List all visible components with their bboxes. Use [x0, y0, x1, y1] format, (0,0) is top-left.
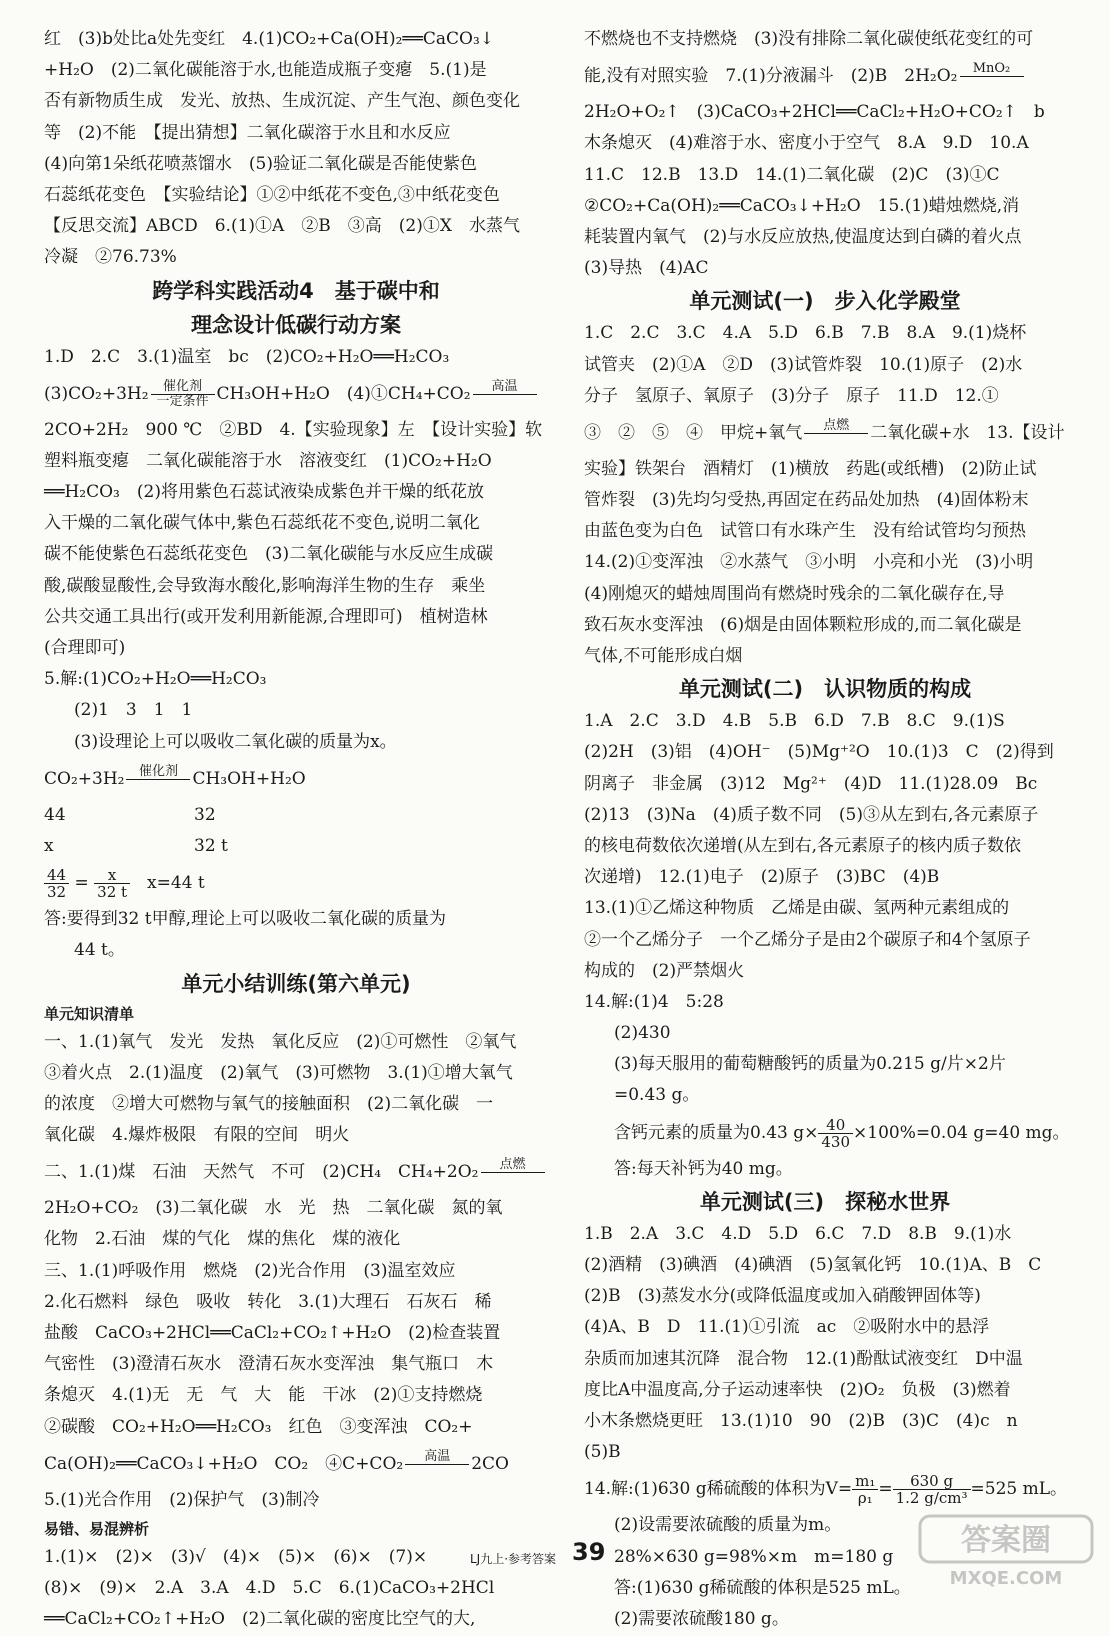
- ratio-value: x: [44, 835, 54, 856]
- text-line: 44 t。: [74, 940, 125, 961]
- section-heading: 单元测试(三) 探秘水世界: [699, 1189, 951, 1214]
- text-line: 石蕊纸花变色 【实验结论】①②中纸花不变色,③中纸花变色: [44, 184, 500, 205]
- text-line: 5.(1)光合作用 (2)保护气 (3)制冷: [44, 1489, 320, 1510]
- text-line: 14.解:(1)4 5:28: [584, 991, 724, 1012]
- text-line: 5.解:(1)CO₂+H₂O══H₂CO₃: [44, 669, 267, 690]
- condition-top: 点燃: [823, 417, 850, 433]
- text-line: [44, 800, 548, 831]
- text-line: 小木条燃烧更旺 13.(1)10 90 (2)B (3)C (4)c n: [584, 1410, 1018, 1431]
- text-line: 红 (3)b处比a处先变红 4.(1)CO₂+Ca(OH)₂══CaCO₃↓: [44, 29, 495, 49]
- text-line: 28%×630 g=98%×m m=180 g: [614, 1546, 894, 1567]
- text-line: 条熄灭 4.(1)无 无 气 大 能 干冰 (2)①支持燃烧: [44, 1385, 483, 1406]
- text-line: 13.(1)①乙烯这种物质 乙烯是由碳、氢两种元素组成的: [584, 898, 1010, 919]
- equation-text: 二、1.(1)煤 石油 天然气 不可 (2)CH₄ CH₄+2O₂: [44, 1162, 479, 1183]
- text-line: 木条熄灭 (4)难溶于水、密度小于空气 8.A 9.D 10.A: [584, 133, 1029, 154]
- text-line: =0.43 g。: [614, 1085, 700, 1106]
- condition-bottom: 一定条件: [156, 393, 209, 409]
- equation-line: [44, 1443, 548, 1485]
- text-line: ③着火点 2.(1)温度 (2)氧气 (3)可燃物 3.(1)①增大氧气: [44, 1062, 513, 1083]
- ratio-value: 44: [44, 804, 66, 825]
- text-line: (4)刚熄灭的蜡烛周围尚有燃烧时残余的二氧化碳存在,导: [584, 583, 1005, 604]
- text-line: 化物 2.石油 煤的气化 煤的焦化 煤的液化: [44, 1229, 401, 1250]
- condition-top: 点燃: [499, 1157, 526, 1173]
- text-line: 盐酸 CaCO₃+2HCl══CaCl₂+CO₂↑+H₂O (2)检查装置: [44, 1323, 501, 1343]
- text-line: 耗装置内氧气 (2)与水反应放热,使温度达到白磷的着火点: [584, 226, 1022, 247]
- text-line: (3)导热 (4)AC: [584, 258, 709, 279]
- text-line: +H₂O (2)二氧化碳能溶于水,也能造成瓶子变瘪 5.(1)是: [44, 60, 487, 81]
- text-line: (4)向第1朵纸花喷蒸馏水 (5)验证二氧化碳是否能使紫色: [44, 153, 477, 174]
- reaction-condition: [960, 62, 1024, 91]
- equation-text: =525 mL。: [970, 1479, 1068, 1500]
- text-line: (2)设需要浓硫酸的质量为m。: [614, 1515, 842, 1536]
- text-line: 三、1.(1)呼吸作用 燃烧 (2)光合作用 (3)温室效应: [44, 1260, 456, 1281]
- text-line: 1.C 2.C 3.C 4.A 5.D 6.B 7.B 8.A 9.(1)烧杯: [584, 323, 1027, 344]
- text-line: 一、1.(1)氧气 发光 发热 氧化反应 (2)①可燃性 ②氧气: [44, 1031, 517, 1052]
- text-line: (2)酒精 (3)碘酒 (4)碘酒 (5)氢氧化钙 10.(1)A、B C: [584, 1255, 1042, 1275]
- numerator: x: [94, 867, 130, 884]
- reaction-condition: [804, 419, 868, 448]
- reaction-condition: [405, 1450, 469, 1479]
- section-heading: 单元测试(二) 认识物质的构成: [678, 677, 972, 702]
- text-line: (2)13 (3)Na (4)质子数不同 (5)③从左到右,各元素原子: [584, 804, 1039, 825]
- text-line: 杂质而加速其沉降 混合物 12.(1)酚酞试液变红 D中温: [584, 1348, 1023, 1369]
- text-line: 答:要得到32 t甲醇,理论上可以吸收二氧化碳的质量为: [44, 909, 446, 930]
- text-line: 1.B 2.A 3.C 4.D 5.D 6.C 7.D 8.B 9.(1)水: [584, 1223, 1012, 1244]
- equation-text: 二氧化碳+水 13.【设计: [870, 422, 1065, 443]
- text-line: 11.C 12.B 13.D 14.(1)二氧化碳 (2)C (3)①C: [584, 164, 1000, 185]
- text-line: 入干燥的二氧化碳气体中,紫色石蕊纸花不变色,说明二氧化: [44, 513, 480, 534]
- watermark-logo: [916, 1512, 1096, 1592]
- denominator: 32 t: [97, 883, 128, 902]
- svg-text:MXQE.COM: MXQE.COM: [949, 1568, 1063, 1589]
- text-line: 1.D 2.C 3.(1)温室 bc (2)CO₂+H₂O══H₂CO₃: [44, 346, 450, 367]
- equation-text: ×100%=0.04 g=40 mg。: [853, 1122, 1070, 1143]
- text-line: 的浓度 ②增大可燃物与氧气的接触面积 (2)二氧化碳 一: [44, 1093, 494, 1114]
- text-line: 气体,不可能形成白烟: [584, 646, 743, 666]
- denominator: 32: [47, 883, 67, 902]
- text-line: (8)× (9)× 2.A 3.A 4.D 5.C 6.(1)CaCO₃+2HCl: [44, 1578, 495, 1599]
- section-heading: 理念设计低碳行动方案: [191, 312, 401, 337]
- text-line: 致石灰水变浑浊 (6)烟是由固体颗粒形成的,而二氧化碳是: [584, 614, 1022, 635]
- proportion-line: $\frac{44}{32}$ = $\frac{x}{32 t}$ x=44 t: [44, 862, 548, 904]
- text-line: 1.A 2.C 3.D 4.B 5.B 6.D 7.B 8.C 9.(1)S: [584, 711, 1005, 732]
- condition-top: 催化剂: [163, 378, 203, 394]
- numerator: m₁: [852, 1473, 878, 1490]
- equation-text: (3)CO₂+3H₂: [44, 383, 149, 404]
- equation-line: [584, 1468, 1066, 1510]
- equation-text: x=44 t: [147, 873, 205, 894]
- svg-text:答案圈: 答案圈: [961, 1523, 1051, 1558]
- text-line: ══H₂CO₃ (2)将用紫色石蕊试液染成紫色并干燥的纸花放: [44, 482, 484, 503]
- fraction: [818, 1117, 853, 1150]
- text-line: (2)430: [614, 1023, 671, 1044]
- text-line: 构成的 (2)严禁烟火: [584, 960, 745, 981]
- section-heading: 单元测试(一) 步入化学殿堂: [689, 289, 961, 314]
- denominator: 1.2 g/cm³: [895, 1489, 968, 1508]
- text-line: 的核电荷数依次递增(从左到右,各元素原子的核内质子数依: [584, 835, 1022, 856]
- text-line: 2H₂O+O₂↑ (3)CaCO₃+2HCl══CaCl₂+H₂O+CO₂↑ b: [584, 102, 1045, 123]
- text-line: 试管夹 (2)①A ②D (3)试管炸裂 10.(1)原子 (2)水: [584, 354, 1023, 375]
- equation-line: [584, 55, 1066, 97]
- equation-text: CH₃OH+H₂O (4)①CH₄+CO₂: [216, 383, 471, 404]
- text-line: 冷凝 ②76.73%: [44, 247, 177, 268]
- equation-line: [44, 373, 548, 415]
- equation-line: [44, 1151, 548, 1193]
- fraction: [893, 1473, 971, 1506]
- reaction-condition: [481, 1158, 545, 1187]
- section-heading: 跨学科实践活动4 基于碳中和: [152, 278, 440, 303]
- text-line: 氧化碳 4.爆炸极限 有限的空间 明火: [44, 1125, 350, 1146]
- equation-text: ③ ② ⑤ ④ 甲烷+氧气: [584, 422, 803, 443]
- text-line: 1.(1)× (2)× (3)√ (4)× (5)× (6)× (7)×: [44, 1546, 428, 1567]
- text-line: (3)每天服用的葡萄糖酸钙的质量为0.215 g/片×2片: [614, 1054, 1006, 1075]
- text-line: 管炸裂 (3)先均匀受热,再固定在药品处加热 (4)固体粉末: [584, 490, 1029, 511]
- text-line: ══CaCl₂+CO₂↑+H₂O (2)二氧化碳的密度比空气的大,: [44, 1609, 476, 1630]
- text-line: 阴离子 非金属 (3)12 Mg²⁺ (4)D 11.(1)28.09 Bc: [584, 773, 1038, 794]
- condition-top: MnO₂: [972, 61, 1011, 77]
- text-line: (3)设理论上可以吸收二氧化碳的质量为x。: [74, 731, 397, 752]
- text-line: 【反思交流】ABCD 6.(1)①A ②B ③高 (2)①X 水蒸气: [44, 216, 520, 237]
- equation-line: [584, 1112, 1070, 1154]
- text-line: ②碳酸 CO₂+H₂O══H₂CO₃ 红色 ③变浑浊 CO₂+: [44, 1416, 473, 1437]
- equation-text: 能,没有对照实验 7.(1)分液漏斗 (2)B 2H₂O₂: [584, 66, 958, 87]
- equation-text: 含钙元素的质量为0.43 g×: [614, 1122, 819, 1143]
- equation-text: 14.解:(1)630 g稀硫酸的体积为V=: [584, 1479, 853, 1500]
- text-line: 14.(2)①变浑浊 ②水蒸气 ③小明 小亮和小光 (3)小明: [584, 552, 1034, 573]
- text-line: 度比A中温度高,分子运动速率快 (2)O₂ 负极 (3)燃着: [584, 1379, 1011, 1400]
- text-line: (4)A、B D 11.(1)①引流 ac ②吸附水中的悬浮: [584, 1317, 990, 1338]
- text-line: 2.化石燃料 绿色 吸收 转化 3.(1)大理石 石灰石 稀: [44, 1291, 492, 1312]
- text-line: 否有新物质生成 发光、放热、生成沉淀、产生气泡、颜色变化: [44, 91, 520, 112]
- text-line: ②一个乙烯分子 一个乙烯分子是由2个碳原子和4个氢原子: [584, 929, 1031, 950]
- equation-line: [584, 412, 1066, 454]
- text-line: 气密性 (3)澄清石灰水 澄清石灰水变浑浊 集气瓶口 木: [44, 1354, 494, 1375]
- numerator: 40: [818, 1117, 853, 1134]
- footer-label: LJ九上·参考答案: [470, 1552, 557, 1566]
- equation-text: Ca(OH)₂══CaCO₃↓+H₂O CO₂ ④C+CO₂: [44, 1453, 404, 1474]
- reaction-condition: [473, 380, 537, 409]
- text-line: (2)2H (3)铝 (4)OH⁻ (5)Mg⁺²O 10.(1)3 C (2)得到: [584, 742, 1054, 763]
- text-line: 酸,碳酸显酸性,会导致海水酸化,影响海洋生物的生存 乘坐: [44, 575, 486, 596]
- text-line: (合理即可): [44, 638, 126, 658]
- reaction-condition: [126, 765, 190, 794]
- text-line: [44, 831, 548, 862]
- text-line: (2)B (3)蒸发水分(或降低温度或加入硝酸钾固体等): [584, 1286, 981, 1307]
- text-line: 公共交通工具出行(或开发利用新能源,合理即可) 植树造林: [44, 606, 488, 627]
- text-line: 碳不能使紫色石蕊纸花变色 (3)二氧化碳能与水反应生成碳: [44, 544, 494, 565]
- text-line: 由蓝色变为白色 试管口有水珠产生 没有给试管均匀预热: [584, 521, 1026, 542]
- equation-text: CH₃OH+H₂O: [192, 768, 306, 789]
- condition-top: 高温: [424, 1448, 451, 1464]
- equation-text: 2CO: [471, 1453, 509, 1474]
- text-line: ②CO₂+Ca(OH)₂══CaCO₃↓+H₂O 15.(1)蜡烛燃烧,消: [584, 195, 1020, 216]
- sub-heading: 易错、易混辨析: [44, 1519, 150, 1538]
- text-line: 分子 氢原子、氧原子 (3)分子 原子 11.D 12.①: [584, 385, 999, 406]
- fraction: [852, 1473, 878, 1506]
- fraction: [44, 867, 69, 900]
- equation-line: [44, 758, 548, 800]
- text-line: 答:(1)630 g稀硫酸的体积是525 mL。: [614, 1577, 911, 1598]
- fraction: [94, 867, 130, 900]
- text-line: 2H₂O+CO₂ (3)二氧化碳 水 光 热 二氧化碳 氮的氧: [44, 1198, 503, 1219]
- condition-top: 催化剂: [138, 763, 178, 779]
- text-line: (2)需要浓硫酸180 g。: [614, 1608, 789, 1629]
- text-line: 等 (2)不能 【提出猜想】二氧化碳溶于水且和水反应: [44, 122, 451, 143]
- text-line: (5)B: [584, 1442, 621, 1463]
- page-number: 39: [572, 1538, 606, 1566]
- equation-text: =: [878, 1479, 893, 1500]
- equation-text: CO₂+3H₂: [44, 768, 125, 789]
- ratio-value: 32: [194, 804, 216, 825]
- text-line: 2CO+2H₂ 900 ℃ ②BD 4.【实验现象】左 【设计实验】软: [44, 419, 543, 440]
- section-heading: 单元小结训练(第六单元): [181, 971, 411, 996]
- numerator: 630 g: [893, 1473, 971, 1490]
- ratio-value: 32 t: [194, 835, 228, 856]
- text-line: (2)1 3 1 1: [74, 700, 193, 721]
- text-line: 实验】铁架台 酒精灯 (1)横放 药匙(或纸槽) (2)防止试: [584, 458, 1037, 479]
- denominator: ρ₁: [857, 1489, 873, 1508]
- reaction-condition: [151, 380, 215, 409]
- denominator: 430: [821, 1132, 851, 1151]
- text-line: 塑料瓶变瘪 二氧化碳能溶于水 溶液变红 (1)CO₂+H₂O: [44, 450, 492, 471]
- sub-heading: 单元知识清单: [44, 1004, 135, 1023]
- text-line: 答:每天补钙为40 mg。: [614, 1158, 793, 1179]
- condition-top: 高温: [491, 378, 518, 394]
- text-line: 不燃烧也不支持燃烧 (3)没有排除二氧化碳使纸花变红的可: [584, 29, 1034, 49]
- text-line: 次递增) 12.(1)电子 (2)原子 (3)BC (4)B: [584, 867, 940, 888]
- numerator: 44: [44, 867, 69, 884]
